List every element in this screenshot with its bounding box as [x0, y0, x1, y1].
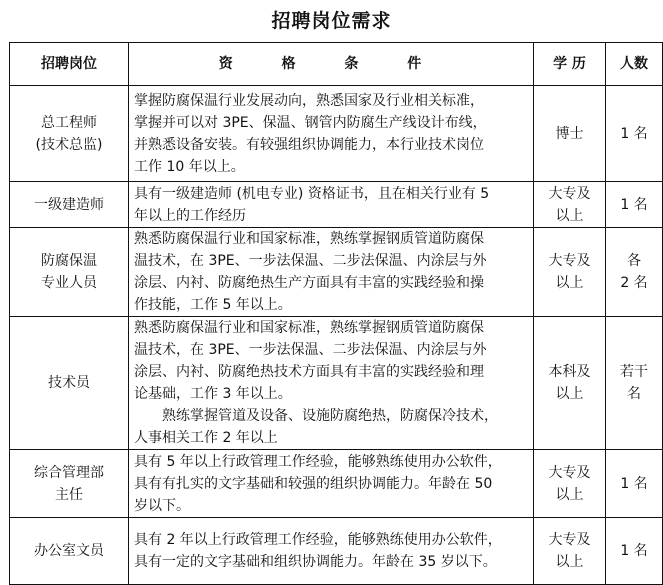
count-cell: 1 名 — [606, 86, 663, 182]
count-cell: 1 名 — [606, 450, 663, 518]
count-cell: 1 名 — [606, 518, 663, 585]
education-cell: 本科及 以上 — [534, 317, 606, 450]
position-cell: 办公室文员 — [10, 518, 129, 585]
position-cell: 防腐保温 专业人员 — [10, 228, 129, 317]
requirements-cell: 掌握防腐保温行业发展动向，熟悉国家及行业相关标准， 掌握并可以对 3PE、保温、钢管内防腐生产线设计布线， 并熟悉设备安装。有较强组织协调能力，本行业技术岗位 工作 10 年以上。 — [129, 86, 534, 182]
count-cell: 各 2 名 — [606, 228, 663, 317]
position-cell: 总工程师 (技术总监) — [10, 86, 129, 182]
education-cell: 大专及 以上 — [534, 228, 606, 317]
education-cell: 大专及 以上 — [534, 182, 606, 228]
table-row — [10, 86, 663, 182]
requirements-cell: 具有 5 年以上行政管理工作经验，能够熟练使用办公软件， 具有有扎实的文字基础和较强的组织协调能力。年龄在 50 岁以下。 — [129, 450, 534, 518]
requirements-cell: 具有 2 年以上行政管理工作经验，能够熟练使用办公软件， 具有一定的文字基础和组织协调能力。年龄在 35 岁以下。 — [129, 518, 534, 585]
header-count: 人数 — [606, 43, 663, 86]
table-row — [10, 182, 663, 228]
education-cell: 大专及 以上 — [534, 518, 606, 585]
requirements-cell: 具有一级建造师 (机电专业) 资格证书，且在相关行业有 5 年以上的工作经历 — [129, 182, 534, 228]
position-cell: 综合管理部 主任 — [10, 450, 129, 518]
education-cell: 大专及 以上 — [534, 450, 606, 518]
recruitment-table — [9, 42, 663, 585]
header-requirements: 资 格 条 件 — [129, 43, 534, 86]
position-cell: 技术员 — [10, 317, 129, 450]
table-row — [10, 450, 663, 518]
requirements-cell: 熟悉防腐保温行业和国家标准，熟练掌握钢质管道防腐保 温技术，在 3PE、一步法保温、二步法保温、内涂层与外 涂层、内衬、防腐绝热技术方面具有丰富的实践经验和理 论基础，工作 3 年以上。 熟练掌握管道及设备、设施防腐绝热，防腐保冷技术， 人事相关工作 2 年以上 — [129, 317, 534, 450]
requirements-cell: 熟悉防腐保温行业和国家标准，熟练掌握钢质管道防腐保 温技术，在 3PE、一步法保温、二步法保温、内涂层与外 涂层、内衬、防腐绝热生产方面具有丰富的实践经验和操 作技能，工作 5 年以上。 — [129, 228, 534, 317]
header-position: 招聘岗位 — [10, 43, 129, 86]
table-row — [10, 228, 663, 317]
page-title: 招聘岗位需求 — [271, 10, 392, 32]
education-cell: 博士 — [534, 86, 606, 182]
table-row — [10, 518, 663, 585]
header-education: 学 历 — [534, 43, 606, 86]
position-cell: 一级建造师 — [10, 182, 129, 228]
table-header-row — [10, 43, 663, 86]
count-cell: 1 名 — [606, 182, 663, 228]
count-cell: 若干 名 — [606, 317, 663, 450]
table-row — [10, 317, 663, 450]
